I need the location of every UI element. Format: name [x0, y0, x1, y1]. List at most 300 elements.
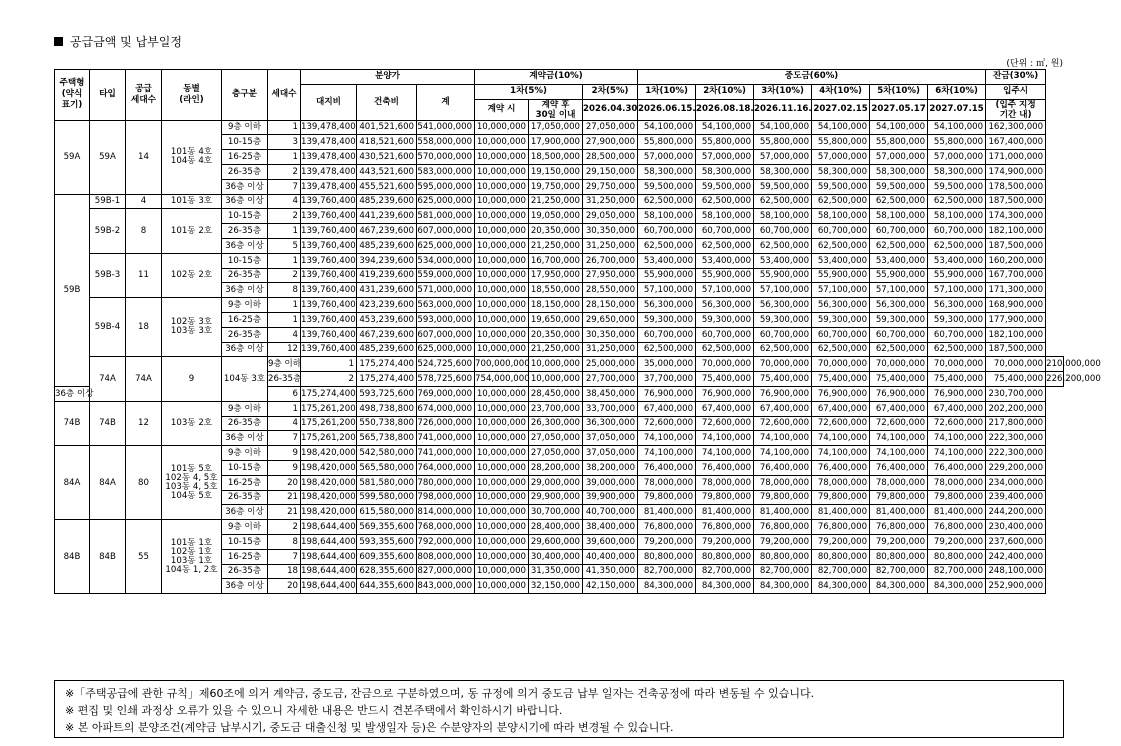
cell-building: 103동 2호 [162, 401, 222, 445]
cell-deposit-2: 42,150,000 [583, 579, 638, 594]
cell-middle-payment-5: 60,700,000 [870, 327, 928, 342]
cell-middle-payment-4: 79,800,000 [812, 490, 870, 505]
cell-middle-payment-6: 76,400,000 [928, 460, 986, 475]
cell-balance: 167,400,000 [986, 135, 1046, 150]
cell-middle-payment-4: 70,000,000 [870, 357, 928, 372]
cell-middle-payment-4: 62,500,000 [812, 238, 870, 253]
cell-floor-range: 9층 이하 [222, 120, 268, 135]
cell-middle-payment-5: 59,500,000 [870, 179, 928, 194]
cell-deposit-within-30: 16,700,000 [529, 253, 583, 268]
header-floor-range: 층구분 [222, 70, 268, 121]
cell-building-price: 401,521,600 [357, 120, 417, 135]
cell-building-price: 467,239,600 [357, 327, 417, 342]
cell-middle-payment-5: 58,300,000 [870, 164, 928, 179]
cell-middle-payment-4: 82,700,000 [812, 564, 870, 579]
cell-deposit-within-30: 26,300,000 [529, 416, 583, 431]
cell-middle-payment-5: 74,100,000 [870, 446, 928, 461]
cell-middle-payment-2: 79,800,000 [696, 490, 754, 505]
cell-balance: 222,300,000 [986, 431, 1046, 446]
cell-middle-payment-2: 54,100,000 [696, 120, 754, 135]
cell-middle-payment-6: 72,600,000 [928, 416, 986, 431]
cell-building-price: 485,239,600 [357, 238, 417, 253]
cell-deposit-within-30: 29,900,000 [529, 490, 583, 505]
cell-floor-range: 26-35층 [222, 164, 268, 179]
cell-units: 7 [268, 431, 301, 446]
cell-deposit-at-contract: 10,000,000 [475, 120, 529, 135]
cell-building-price: 443,521,600 [357, 164, 417, 179]
cell-floor-range: 9층 이하 [222, 520, 268, 535]
cell-deposit-within-30: 19,150,000 [529, 164, 583, 179]
cell-total-price: 593,000,000 [417, 312, 475, 327]
cell-middle-payment-3: 59,500,000 [754, 179, 812, 194]
cell-balance: 226,200,000 [1046, 372, 1064, 387]
cell-middle-payment-6: 59,300,000 [928, 312, 986, 327]
cell-middle-payment-4: 75,400,000 [870, 372, 928, 387]
cell-units: 21 [268, 505, 301, 520]
cell-deposit-at-contract: 10,000,000 [475, 135, 529, 150]
cell-deposit-within-30: 21,250,000 [529, 238, 583, 253]
cell-units: 2 [268, 164, 301, 179]
cell-middle-payment-3: 79,200,000 [754, 534, 812, 549]
cell-building-price: 485,239,600 [357, 194, 417, 209]
cell-middle-payment-1: 59,500,000 [638, 179, 696, 194]
cell-middle-payment-4: 62,500,000 [812, 194, 870, 209]
cell-floor-range: 26-35층 [222, 268, 268, 283]
cell-middle-payment-1: 60,700,000 [638, 224, 696, 239]
cell-balance: 234,000,000 [986, 475, 1046, 490]
cell-floor-range: 36층 이상 [222, 505, 268, 520]
cell-building-price: 431,239,600 [357, 283, 417, 298]
cell-deposit-within-30: 30,400,000 [529, 549, 583, 564]
cell-land-price: 175,274,400 [357, 357, 417, 372]
cell-middle-payment-6: 67,400,000 [928, 401, 986, 416]
cell-units: 1 [268, 224, 301, 239]
cell-units: 2 [268, 209, 301, 224]
cell-middle-payment-6: 82,700,000 [928, 564, 986, 579]
header-at-contract: 계약 시 [475, 99, 529, 120]
cell-deposit-at-contract: 10,000,000 [529, 372, 583, 387]
cell-floor-range: 36층 이상 [222, 194, 268, 209]
cell-deposit-at-contract: 10,000,000 [475, 298, 529, 313]
cell-middle-payment-4: 76,400,000 [812, 460, 870, 475]
cell-deposit-at-contract: 10,000,000 [475, 475, 529, 490]
cell-building-price: 524,725,600 [417, 357, 475, 372]
cell-building: 102동 2호 [162, 253, 222, 297]
cell-building-price: 593,725,600 [357, 386, 417, 401]
cell-middle-payment-2: 82,700,000 [696, 564, 754, 579]
cell-balance: 252,900,000 [986, 579, 1046, 594]
cell-deposit-2: 31,250,000 [583, 238, 638, 253]
cell-total-price: 808,000,000 [417, 549, 475, 564]
cell-total-price: 674,000,000 [417, 401, 475, 416]
cell-total-price: 741,000,000 [417, 446, 475, 461]
cell-total-price: 792,000,000 [417, 534, 475, 549]
cell-middle-payment-4: 74,100,000 [812, 446, 870, 461]
cell-total-price: 741,000,000 [417, 431, 475, 446]
cell-middle-payment-4: 59,300,000 [812, 312, 870, 327]
cell-middle-payment-3: 67,400,000 [754, 401, 812, 416]
cell-deposit-at-contract: 10,000,000 [475, 209, 529, 224]
cell-land-price: 175,274,400 [357, 372, 417, 387]
cell-deposit-within-30: 18,500,000 [529, 150, 583, 165]
cell-deposit-within-30: 23,700,000 [529, 401, 583, 416]
section-title [54, 33, 182, 50]
cell-deposit-at-contract: 10,000,000 [475, 579, 529, 594]
table-header [55, 70, 1064, 121]
cell-middle-payment-3: 72,600,000 [754, 416, 812, 431]
cell-deposit-2: 30,350,000 [583, 224, 638, 239]
cell-balance: 229,200,000 [986, 460, 1046, 475]
cell-middle-payment-4: 76,800,000 [812, 520, 870, 535]
cell-middle-payment-5: 81,400,000 [870, 505, 928, 520]
cell-land-price: 198,644,400 [301, 520, 357, 535]
cell-land-price: 175,261,200 [301, 401, 357, 416]
cell-housing-type: 84A [55, 446, 90, 520]
cell-building-price: 628,355,600 [357, 564, 417, 579]
cell-middle-payment-6: 76,900,000 [928, 386, 986, 401]
cell-housing-type: 84B [55, 520, 90, 594]
cell-units: 8 [268, 283, 301, 298]
cell-deposit-within-30: 19,050,000 [529, 209, 583, 224]
cell-deposit-within-30: 21,250,000 [529, 194, 583, 209]
cell-building-price: 485,239,600 [357, 342, 417, 357]
cell-building-price: 581,580,000 [357, 475, 417, 490]
cell-middle-payment-5: 79,800,000 [870, 490, 928, 505]
cell-middle-payment-6: 81,400,000 [928, 505, 986, 520]
cell-total-price: 541,000,000 [417, 120, 475, 135]
cell-balance: 160,200,000 [986, 253, 1046, 268]
cell-middle-payment-2: 72,600,000 [696, 416, 754, 431]
cell-floor-range: 36층 이상 [222, 179, 268, 194]
cell-units: 7 [268, 549, 301, 564]
cell-middle-payment-2: 59,300,000 [696, 312, 754, 327]
cell-building-price: 565,738,800 [357, 431, 417, 446]
table-body [55, 120, 1101, 594]
cell-deposit-within-30: 32,150,000 [529, 579, 583, 594]
cell-total-price: 559,000,000 [417, 268, 475, 283]
cell-middle-payment-4: 59,500,000 [812, 179, 870, 194]
cell-middle-payment-5: 62,500,000 [870, 342, 928, 357]
cell-deposit-within-30: 18,150,000 [529, 298, 583, 313]
cell-middle-payment-1: 57,000,000 [638, 150, 696, 165]
cell-building-price: 498,738,800 [357, 401, 417, 416]
cell-building: 104동 3호 [222, 357, 268, 401]
cell-middle-payment-1: 70,000,000 [696, 357, 754, 372]
cell-middle-payment-5: 72,600,000 [870, 416, 928, 431]
cell-floor-range: 36층 이상 [222, 342, 268, 357]
cell-middle-payment-3: 62,500,000 [754, 238, 812, 253]
cell-middle-payment-6: 78,000,000 [928, 475, 986, 490]
cell-middle-payment-4: 55,900,000 [812, 268, 870, 283]
table-row [55, 357, 1064, 372]
cell-balance: 171,300,000 [986, 283, 1046, 298]
cell-middle-payment-4: 76,900,000 [812, 386, 870, 401]
cell-middle-payment-6: 57,100,000 [928, 283, 986, 298]
cell-land-price: 198,644,400 [301, 579, 357, 594]
cell-middle-payment-2: 62,500,000 [696, 194, 754, 209]
cell-balance: 174,300,000 [986, 209, 1046, 224]
note-line: ※ 본 아파트의 분양조건(계약금 납부시기, 중도금 대출신청 및 발생일자 등)은 수분양자의 분양시기에 따라 변경될 수 있습니다. [65, 721, 674, 734]
cell-deposit-within-30: 28,200,000 [529, 460, 583, 475]
cell-units: 1 [268, 150, 301, 165]
cell-deposit-2: 38,450,000 [583, 386, 638, 401]
cell-building-price: 550,738,800 [357, 416, 417, 431]
table-row [55, 209, 1064, 224]
cell-type: 59B-4 [90, 298, 126, 357]
cell-balance: 167,700,000 [986, 268, 1046, 283]
cell-units: 6 [268, 386, 301, 401]
cell-deposit-at-contract: 10,000,000 [475, 253, 529, 268]
cell-middle-payment-1: 59,300,000 [638, 312, 696, 327]
header-mid-3: 3차(10%) [754, 84, 812, 99]
cell-middle-payment-5: 53,400,000 [870, 253, 928, 268]
cell-balance: 171,000,000 [986, 150, 1046, 165]
cell-middle-payment-6: 84,300,000 [928, 579, 986, 594]
cell-deposit-2: 31,250,000 [583, 194, 638, 209]
cell-housing-type: 59B [55, 194, 90, 386]
cell-building-price: 394,239,600 [357, 253, 417, 268]
cell-building: 101동 4호 104동 4호 [162, 120, 222, 194]
cell-middle-payment-6: 74,100,000 [928, 431, 986, 446]
cell-land-price: 139,478,400 [301, 150, 357, 165]
section-title-text: 공급금액 및 납부일정 [70, 35, 182, 49]
cell-deposit-within-30: 20,350,000 [529, 327, 583, 342]
cell-middle-payment-2: 62,500,000 [696, 342, 754, 357]
cell-deposit-at-contract: 10,000,000 [475, 520, 529, 535]
cell-land-price: 175,274,400 [301, 386, 357, 401]
header-mid-2: 2차(10%) [696, 84, 754, 99]
cell-middle-payment-5: 58,100,000 [870, 209, 928, 224]
cell-floor-range: 10-15층 [222, 460, 268, 475]
cell-land-price: 198,644,400 [301, 534, 357, 549]
cell-middle-payment-6: 62,500,000 [928, 238, 986, 253]
cell-deposit-within-30: 19,750,000 [529, 179, 583, 194]
cell-middle-payment-3: 70,000,000 [812, 357, 870, 372]
cell-land-price: 139,478,400 [301, 164, 357, 179]
header-move-in-note: (입주 지정 기간 내) [986, 99, 1046, 120]
cell-balance: 178,500,000 [986, 179, 1046, 194]
cell-deposit-2: 40,400,000 [583, 549, 638, 564]
cell-floor-range: 26-35층 [222, 327, 268, 342]
cell-deposit-at-contract: 10,000,000 [475, 150, 529, 165]
cell-land-price: 139,478,400 [301, 120, 357, 135]
cell-units: 1 [301, 357, 357, 372]
cell-floor-range: 36층 이상 [222, 238, 268, 253]
cell-floor-range: 16-25층 [222, 150, 268, 165]
cell-middle-payment-2: 60,700,000 [696, 327, 754, 342]
cell-building-price: 453,239,600 [357, 312, 417, 327]
cell-deposit-2: 38,400,000 [583, 520, 638, 535]
cell-land-price: 139,760,400 [301, 327, 357, 342]
cell-middle-payment-1: 76,400,000 [638, 460, 696, 475]
cell-building-price: 599,580,000 [357, 490, 417, 505]
cell-floor-range: 36층 이상 [222, 579, 268, 594]
header-mid-3-date: 2026.11.16. [754, 99, 812, 120]
cell-land-price: 175,261,200 [301, 416, 357, 431]
header-mid-2-date: 2026.08.18. [696, 99, 754, 120]
cell-deposit-within-30: 27,050,000 [529, 446, 583, 461]
note-line: ※ 편집 및 인쇄 과정상 오류가 있을 수 있으니 자세한 내용은 반드시 견본주택에서 확인하시기 바랍니다. [65, 704, 563, 717]
cell-middle-payment-5: 57,000,000 [870, 150, 928, 165]
cell-floor-range: 26-35층 [268, 372, 301, 387]
cell-total-price: 607,000,000 [417, 224, 475, 239]
cell-deposit-2: 27,900,000 [583, 135, 638, 150]
header-mid-4: 4차(10%) [812, 84, 870, 99]
cell-middle-payment-2: 62,500,000 [696, 238, 754, 253]
cell-middle-payment-4: 58,300,000 [812, 164, 870, 179]
cell-building-price: 578,725,600 [417, 372, 475, 387]
cell-middle-payment-2: 56,300,000 [696, 298, 754, 313]
cell-middle-payment-6: 58,100,000 [928, 209, 986, 224]
cell-floor-range: 10-15층 [222, 135, 268, 150]
cell-middle-payment-6: 59,500,000 [928, 179, 986, 194]
cell-deposit-2: 29,750,000 [583, 179, 638, 194]
cell-middle-payment-1: 78,000,000 [638, 475, 696, 490]
cell-floor-range: 16-25층 [222, 549, 268, 564]
cell-deposit-at-contract: 10,000,000 [475, 327, 529, 342]
cell-deposit-within-30: 28,450,000 [529, 386, 583, 401]
cell-deposit-at-contract: 10,000,000 [475, 283, 529, 298]
cell-total-price: 780,000,000 [417, 475, 475, 490]
cell-balance: 230,700,000 [986, 386, 1046, 401]
cell-middle-payment-3: 82,700,000 [754, 564, 812, 579]
cell-land-price: 198,644,400 [301, 549, 357, 564]
header-mid-5-date: 2027.05.17 [870, 99, 928, 120]
cell-middle-payment-4: 81,400,000 [812, 505, 870, 520]
cell-units: 3 [268, 135, 301, 150]
cell-balance: 230,400,000 [986, 520, 1046, 535]
cell-supply-units: 9 [162, 357, 222, 401]
cell-middle-payment-6: 74,100,000 [928, 446, 986, 461]
cell-deposit-within-30: 27,050,000 [529, 431, 583, 446]
cell-balance: 239,400,000 [986, 490, 1046, 505]
cell-units: 1 [268, 298, 301, 313]
cell-units: 2 [268, 268, 301, 283]
cell-middle-payment-4: 56,300,000 [812, 298, 870, 313]
cell-type: 84A [90, 446, 126, 520]
cell-units: 7 [268, 179, 301, 194]
cell-housing-type: 74B [55, 401, 90, 445]
cell-units: 5 [268, 238, 301, 253]
cell-building: 101동 1호 102동 1호 103동 1호 104동 1, 2호 [162, 520, 222, 594]
header-building-cost: 건축비 [357, 84, 417, 120]
cell-deposit-at-contract: 10,000,000 [475, 446, 529, 461]
cell-middle-payment-5: 79,200,000 [870, 534, 928, 549]
cell-units: 1 [268, 401, 301, 416]
header-supply-units: 공급 세대수 [126, 70, 162, 121]
cell-type: 74B [90, 401, 126, 445]
cell-total-price: 581,000,000 [417, 209, 475, 224]
cell-middle-payment-1: 79,800,000 [638, 490, 696, 505]
cell-deposit-2: 39,000,000 [583, 475, 638, 490]
cell-total-price: 534,000,000 [417, 253, 475, 268]
cell-land-price: 198,644,400 [301, 564, 357, 579]
cell-building: 101동 2호 [162, 209, 222, 253]
cell-building: 102동 3호 103동 3호 [162, 298, 222, 357]
cell-middle-payment-3: 74,100,000 [754, 431, 812, 446]
cell-land-price: 198,420,000 [301, 446, 357, 461]
cell-middle-payment-3: 62,500,000 [754, 342, 812, 357]
cell-deposit-at-contract: 10,000,000 [475, 505, 529, 520]
cell-building-price: 423,239,600 [357, 298, 417, 313]
cell-balance: 248,100,000 [986, 564, 1046, 579]
cell-deposit-within-30: 28,400,000 [529, 520, 583, 535]
cell-balance: 222,300,000 [986, 446, 1046, 461]
cell-land-price: 139,760,400 [301, 312, 357, 327]
cell-floor-range: 16-25층 [222, 312, 268, 327]
cell-building-price: 569,355,600 [357, 520, 417, 535]
cell-floor-range: 9층 이하 [222, 446, 268, 461]
cell-total-price: 764,000,000 [417, 460, 475, 475]
cell-total-price: 558,000,000 [417, 135, 475, 150]
cell-land-price: 139,760,400 [301, 283, 357, 298]
cell-land-price: 139,478,400 [301, 135, 357, 150]
cell-middle-payment-2: 76,400,000 [696, 460, 754, 475]
cell-building-price: 615,580,000 [357, 505, 417, 520]
cell-deposit-2: 33,700,000 [583, 401, 638, 416]
cell-deposit-at-contract: 10,000,000 [475, 401, 529, 416]
cell-supply-units: 11 [126, 253, 162, 297]
cell-deposit-2: 28,550,000 [583, 283, 638, 298]
cell-middle-payment-6: 58,300,000 [928, 164, 986, 179]
cell-deposit-within-30: 19,650,000 [529, 312, 583, 327]
cell-balance: 187,500,000 [986, 194, 1046, 209]
cell-deposit-within-30: 25,000,000 [583, 357, 638, 372]
cell-deposit-2: 37,050,000 [583, 446, 638, 461]
cell-middle-payment-4: 84,300,000 [812, 579, 870, 594]
cell-type: 59B-3 [90, 253, 126, 297]
cell-units: 4 [268, 416, 301, 431]
cell-middle-payment-4: 57,000,000 [812, 150, 870, 165]
cell-deposit-within-30: 27,700,000 [583, 372, 638, 387]
cell-balance: 210,000,000 [1046, 357, 1064, 372]
header-land: 대지비 [301, 84, 357, 120]
cell-units: 21 [268, 490, 301, 505]
cell-middle-payment-6: 55,800,000 [928, 135, 986, 150]
cell-middle-payment-5: 76,400,000 [870, 460, 928, 475]
cell-type: 84B [90, 520, 126, 594]
cell-middle-payment-1: 76,800,000 [638, 520, 696, 535]
cell-total-price: 583,000,000 [417, 164, 475, 179]
header-sale-price: 분양가 [301, 70, 475, 85]
cell-middle-payment-3: 58,300,000 [754, 164, 812, 179]
cell-deposit-within-30: 31,350,000 [529, 564, 583, 579]
cell-middle-payment-5: 62,500,000 [870, 238, 928, 253]
cell-middle-payment-5: 56,300,000 [870, 298, 928, 313]
cell-deposit-2: 29,150,000 [583, 164, 638, 179]
table-row [55, 194, 1064, 209]
cell-building-price: 644,355,600 [357, 579, 417, 594]
cell-middle-payment-6: 79,200,000 [928, 534, 986, 549]
cell-middle-payment-1: 75,400,000 [696, 372, 754, 387]
cell-deposit-at-contract: 10,000,000 [475, 194, 529, 209]
cell-middle-payment-6: 70,000,000 [986, 357, 1046, 372]
cell-middle-payment-1: 81,400,000 [638, 505, 696, 520]
cell-land-price: 198,420,000 [301, 490, 357, 505]
cell-middle-payment-2: 67,400,000 [696, 401, 754, 416]
cell-deposit-at-contract: 10,000,000 [475, 268, 529, 283]
cell-land-price: 198,420,000 [301, 460, 357, 475]
cell-supply-units: 55 [126, 520, 162, 594]
header-move-in: 입주시 [986, 84, 1046, 99]
header-mid-6: 6차(10%) [928, 84, 986, 99]
cell-deposit-at-contract: 10,000,000 [475, 164, 529, 179]
cell-deposit-within-30: 29,600,000 [529, 534, 583, 549]
cell-land-price: 139,478,400 [301, 179, 357, 194]
cell-middle-payment-5: 55,900,000 [870, 268, 928, 283]
cell-units: 8 [268, 534, 301, 549]
cell-deposit-at-contract: 10,000,000 [475, 534, 529, 549]
